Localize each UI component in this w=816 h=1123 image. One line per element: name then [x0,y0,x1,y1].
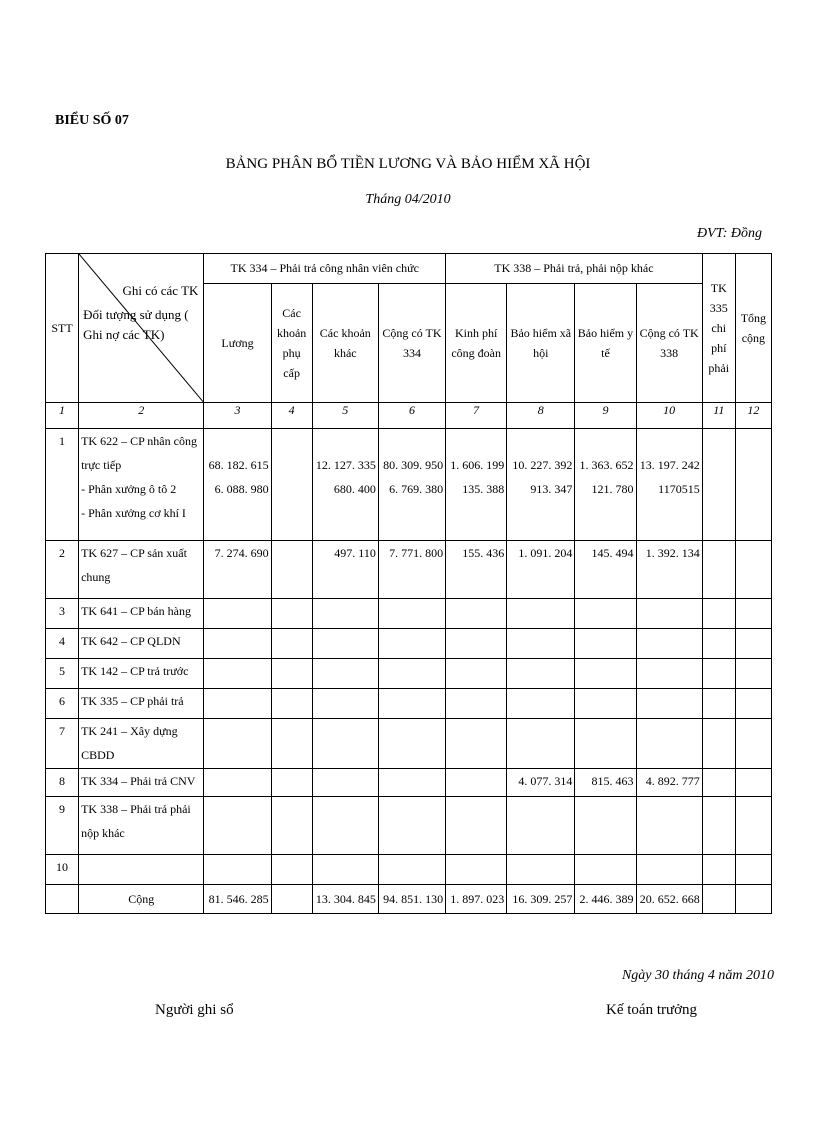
header-credit-accounts: Ghi có các TK [122,283,199,298]
row-value-khac [312,797,378,855]
row-value-bhxh [507,769,575,797]
table-row [46,855,772,885]
row-value-bhxh [507,689,575,719]
cell-value: 680. 400 [333,482,376,496]
column-number: 9 [575,403,636,429]
row-value-phu-cap [271,797,312,855]
row-value-total [735,689,771,719]
cell-value: 7. 274. 690 [214,546,269,560]
row-value-cong-334 [378,599,445,629]
row-label-line: TK 142 – CP trả trước [81,664,189,678]
table-row [46,689,772,719]
cell-spacer [448,429,504,453]
date-line: Ngày 30 tháng 4 năm 2010 [621,968,774,983]
document-title: BẢNG PHÂN BỔ TIỀN LƯƠNG VÀ BẢO HIỂM XÃ HỘI [225,156,591,172]
column-number: 8 [507,403,575,429]
cell-value: 1. 363. 652 [579,458,634,472]
column-number: 4 [271,403,312,429]
column-number: 1 [46,403,79,429]
row-value-cong-338 [636,719,702,769]
row-value-tk335 [702,769,735,797]
header-total: Tổng cộng [735,254,771,403]
row-value-total [735,719,771,769]
row-value-bhyt [575,719,636,769]
row-value-khac [312,629,378,659]
row-value-phu-cap [271,719,312,769]
cell-value: 6. 769. 380 [389,482,444,496]
row-value-cong-334 [378,659,445,689]
row-value-cong-338 [636,855,702,885]
row-value-luong [204,599,271,629]
row-value-luong [204,429,271,541]
row-value-luong [204,719,271,769]
row-account-label [79,541,204,599]
row-stt: 7 [46,719,79,769]
total-stt-cell [46,885,79,914]
total-kpcd: 1. 897. 023 [446,885,507,914]
total-cong-334: 94. 851. 130 [378,885,445,914]
row-value-bhxh [507,855,575,885]
cell-value: 4. 077. 314 [518,774,573,788]
row-value-khac [312,855,378,885]
row-value-khac [312,719,378,769]
cell-value: 155. 436 [462,546,505,560]
cell-value: 135. 388 [462,482,505,496]
row-value-khac [312,599,378,629]
table-row [46,429,772,541]
total-bhxh: 16. 309. 257 [507,885,575,914]
row-stt: 2 [46,541,79,599]
row-value-total [735,797,771,855]
cell-spacer [577,429,633,453]
row-value-bhxh [507,629,575,659]
form-code: BIỂU SỐ 07 [55,113,129,128]
total-phu-cap [271,885,312,914]
column-number: 2 [79,403,204,429]
row-value-cong-338 [636,599,702,629]
row-account-label [79,429,204,541]
row-value-tk335 [702,629,735,659]
row-value-phu-cap [271,659,312,689]
total-total [735,885,771,914]
column-number: 12 [735,403,771,429]
row-value-cong-338 [636,769,702,797]
row-value-bhxh [507,719,575,769]
currency-unit: ĐVT: Đồng [697,226,762,241]
table-row [46,769,772,797]
row-value-total [735,599,771,629]
header-bhxh: Bảo hiểm xã hội [507,284,575,403]
row-value-luong [204,797,271,855]
column-number: 5 [312,403,378,429]
total-luong: 81. 546. 285 [204,885,271,914]
row-value-phu-cap [271,429,312,541]
row-account-label [79,599,204,629]
row-value-cong-334 [378,629,445,659]
row-value-phu-cap [271,541,312,599]
row-label-line: TK 338 – Phải trả phải nộp khác [81,802,191,840]
row-value-bhyt [575,855,636,885]
total-row [46,885,772,914]
row-value-bhxh [507,429,575,541]
row-value-tk335 [702,541,735,599]
table-body [46,429,772,885]
row-label-line: TK 622 – CP nhân công trực tiếp [81,434,197,472]
row-value-total [735,541,771,599]
row-value-khac [312,769,378,797]
cell-value: 1. 091. 204 [518,546,573,560]
row-value-bhyt [575,629,636,659]
row-value-cong-334 [378,769,445,797]
row-value-bhyt [575,769,636,797]
cell-value: 4. 892. 777 [645,774,700,788]
row-value-bhyt [575,429,636,541]
cell-value: 1. 392. 134 [645,546,700,560]
row-stt: 6 [46,689,79,719]
row-value-kpcd [446,769,507,797]
cell-value: 80. 309. 950 [383,458,444,472]
row-value-cong-334 [378,689,445,719]
row-value-tk335 [702,855,735,885]
row-value-tk335 [702,797,735,855]
total-label: Cộng [79,885,204,914]
row-stt: 10 [46,855,79,885]
row-value-phu-cap [271,855,312,885]
row-value-total [735,659,771,689]
row-value-tk335 [702,719,735,769]
cell-value: 121. 780 [591,482,634,496]
allocation-table [45,253,772,914]
row-value-khac [312,541,378,599]
row-value-bhyt [575,659,636,689]
row-value-cong-334 [378,797,445,855]
row-value-kpcd [446,629,507,659]
row-value-luong [204,629,271,659]
row-value-total [735,629,771,659]
header-kpcd: Kinh phí công đoàn [446,284,507,403]
column-number: 11 [702,403,735,429]
row-value-cong-334 [378,855,445,885]
cell-value: 145. 494 [591,546,634,560]
row-value-kpcd [446,797,507,855]
signature-chief-accountant: Kế toán trưởng [606,1002,698,1018]
row-value-khac [312,659,378,689]
header-stt: STT [46,254,79,403]
document-month: Tháng 04/2010 [365,192,451,207]
row-value-tk335 [702,689,735,719]
cell-value: 497. 110 [334,546,376,560]
row-value-bhxh [507,659,575,689]
cell-value: 6. 088. 980 [214,482,269,496]
cell-value: 815. 463 [591,774,634,788]
column-number: 10 [636,403,702,429]
total-bhyt: 2. 446. 389 [575,885,636,914]
cell-value: 7. 771. 800 [389,546,444,560]
cell-spacer [509,429,572,453]
row-account-label [79,769,204,797]
row-label-line: - Phân xưởng cơ khí I [81,506,186,520]
row-value-cong-338 [636,429,702,541]
row-value-total [735,429,771,541]
table-row [46,797,772,855]
cell-value: 10. 227. 392 [512,458,573,472]
row-account-label [79,797,204,855]
table-row [46,629,772,659]
cell-spacer [381,429,443,453]
header-phu-cap: Các khoản phụ cấp [271,284,312,403]
row-value-kpcd [446,599,507,629]
header-khac: Các khoản khác [312,284,378,403]
total-tk335 [702,885,735,914]
total-cong-338: 20. 652. 668 [636,885,702,914]
row-value-cong-338 [636,541,702,599]
row-value-khac [312,689,378,719]
header-debit-accounts: Đối tượng sử dụng ( Ghi nợ các TK) [83,307,189,342]
cell-value: 1. 606. 199 [450,458,505,472]
row-value-kpcd [446,719,507,769]
header-luong: Lương [204,284,271,403]
cell-spacer [315,429,376,453]
row-value-cong-334 [378,541,445,599]
row-value-luong [204,769,271,797]
table-row [46,541,772,599]
row-value-bhyt [575,797,636,855]
row-value-cong-334 [378,719,445,769]
row-account-label [79,689,204,719]
row-value-luong [204,659,271,689]
row-account-label [79,629,204,659]
row-value-total [735,855,771,885]
row-stt: 8 [46,769,79,797]
row-value-kpcd [446,541,507,599]
row-value-luong [204,855,271,885]
table-row [46,719,772,769]
row-value-cong-338 [636,797,702,855]
row-label-line: TK 641 – CP bán hàng [81,604,191,618]
column-number: 7 [446,403,507,429]
row-value-bhxh [507,797,575,855]
row-value-cong-338 [636,689,702,719]
row-value-kpcd [446,689,507,719]
row-label-line: TK 335 – CP phải trả [81,694,184,708]
row-stt: 4 [46,629,79,659]
cell-value: 13. 197. 242 [639,458,700,472]
row-value-tk335 [702,599,735,629]
row-stt: 3 [46,599,79,629]
row-value-bhxh [507,541,575,599]
cell-value: 12. 127. 335 [315,458,376,472]
row-account-label [79,659,204,689]
row-label-line: TK 642 – CP QLDN [81,634,181,648]
cell-value: 1170515 [658,482,700,496]
column-number-row [46,403,772,429]
row-value-phu-cap [271,689,312,719]
column-number: 3 [204,403,271,429]
row-value-kpcd [446,429,507,541]
header-tk335: TK 335 chi phí phải [702,254,735,403]
row-value-phu-cap [271,599,312,629]
header-tk334-group: TK 334 – Phải trả công nhân viên chức [204,254,446,284]
row-stt: 1 [46,429,79,541]
row-value-tk335 [702,429,735,541]
header-tk338-group: TK 338 – Phải trả, phải nộp khác [446,254,703,284]
row-value-cong-334 [378,429,445,541]
header-bhyt: Bảo hiểm y tế [575,284,636,403]
row-label-line: TK 627 – CP sản xuất chung [81,546,187,584]
row-label-line: TK 334 – Phải trả CNV [81,774,196,788]
row-value-bhxh [507,599,575,629]
cell-spacer [206,429,268,453]
header-cong-334: Cộng có TK 334 [378,284,445,403]
row-value-khac [312,429,378,541]
header-diagonal-cell [79,254,204,403]
row-value-bhyt [575,689,636,719]
row-value-cong-338 [636,629,702,659]
row-account-label [79,855,204,885]
row-value-bhyt [575,541,636,599]
column-number: 6 [378,403,445,429]
row-value-phu-cap [271,769,312,797]
row-value-tk335 [702,659,735,689]
row-value-cong-338 [636,659,702,689]
row-value-luong [204,541,271,599]
row-stt: 9 [46,797,79,855]
row-stt: 5 [46,659,79,689]
row-value-phu-cap [271,629,312,659]
table-row [46,659,772,689]
table-row [46,599,772,629]
row-label-line: TK 241 – Xây dựng CBDD [81,724,178,762]
cell-spacer [639,429,700,453]
row-value-kpcd [446,855,507,885]
row-value-luong [204,689,271,719]
total-khac: 13. 304. 845 [312,885,378,914]
header-cong-338: Cộng có TK 338 [636,284,702,403]
row-value-kpcd [446,659,507,689]
row-value-bhyt [575,599,636,629]
cell-value: 68. 182. 615 [208,458,269,472]
signature-bookkeeper: Người ghi sổ [155,1002,234,1018]
row-label-line: - Phân xưởng ô tô 2 [81,482,177,496]
cell-value: 913. 347 [530,482,573,496]
row-account-label [79,719,204,769]
row-value-total [735,769,771,797]
